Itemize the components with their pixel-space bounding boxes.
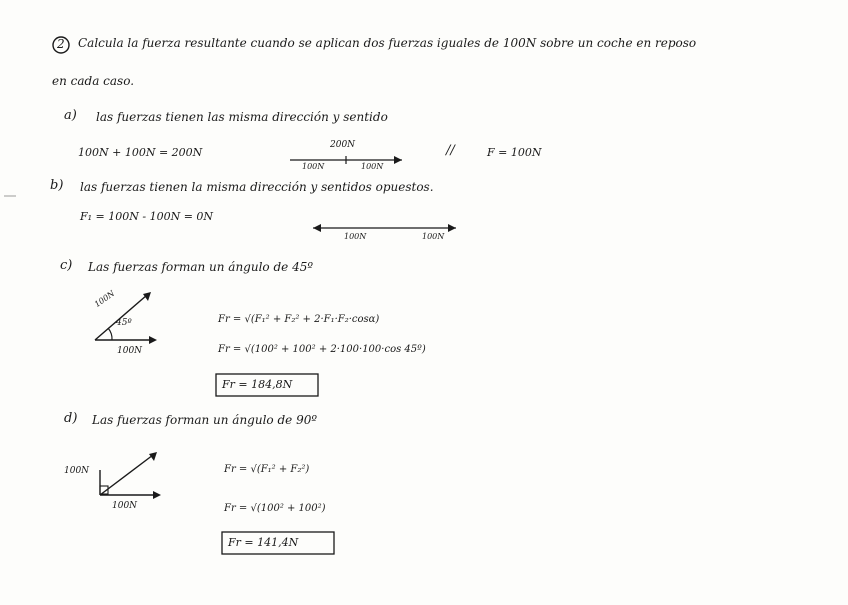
case-c-label: c) (60, 258, 73, 273)
case-c-diag-force1-label: 100N (92, 288, 117, 309)
case-a-label: a) (64, 108, 77, 123)
case-b-arrow-right-label: 100N (422, 232, 445, 241)
case-b-equation: F₁ = 100N - 100N = 0N (80, 210, 214, 223)
case-c-title: Las fuerzas forman un ángulo de 45º (88, 260, 313, 274)
case-d-label: d) (64, 411, 78, 426)
case-a-equation: 100N + 100N = 200N (78, 146, 203, 159)
case-c-diag-angle-label: 45º (116, 318, 132, 328)
case-a-parallel-mark: // (446, 143, 455, 158)
case-d-result: Fr = 141,4N (228, 536, 299, 549)
case-a-title: las fuerzas tienen las misma dirección y sentido (96, 110, 388, 124)
case-d-diag-force2-label: 100N (112, 501, 138, 511)
case-a-arrow-head (394, 156, 402, 164)
case-b-arrow-left-label: 100N (344, 232, 367, 241)
case-a-arrow-seg2-label: 100N (361, 162, 384, 171)
case-b-label: b) (50, 178, 64, 193)
case-b-arrow-left-head (313, 224, 321, 232)
case-c-diag-force2-label: 100N (117, 346, 143, 356)
case-d-formula1: Fr = √(F₁² + F₂²) (224, 464, 310, 475)
case-b-arrow-right-head (448, 224, 456, 232)
case-a-result: F = 100N (487, 146, 542, 159)
case-b-title: las fuerzas tienen la misma dirección y sentidos opuestos. (80, 180, 434, 194)
case-c-horizontal-arrowhead (149, 336, 157, 344)
case-c-formula1: Fr = √(F₁² + F₂² + 2·F₁·F₂·cosα) (218, 314, 380, 325)
case-a-arrow-seg1-label: 100N (302, 162, 325, 171)
case-a-arrow-total-label: 200N (330, 140, 356, 150)
case-d-horizontal-arrowhead (153, 491, 161, 499)
case-d-title: Las fuerzas forman un ángulo de 90º (92, 413, 317, 427)
problem-number: 2 (57, 37, 65, 51)
case-c-result: Fr = 184,8N (222, 378, 293, 391)
case-c-angle-arc (108, 328, 112, 340)
case-c-formula2: Fr = √(100² + 100² + 2·100·100·cos 45º) (218, 344, 426, 355)
case-d-diag-force1-label: 100N (64, 466, 90, 476)
problem-statement-line1: Calcula la fuerza resultante cuando se aplican dos fuerzas iguales de 100N sobre un coche en reposo (78, 36, 697, 50)
case-d-formula2: Fr = √(100² + 100²) (224, 503, 326, 514)
problem-statement-line2: en cada caso. (52, 74, 135, 88)
